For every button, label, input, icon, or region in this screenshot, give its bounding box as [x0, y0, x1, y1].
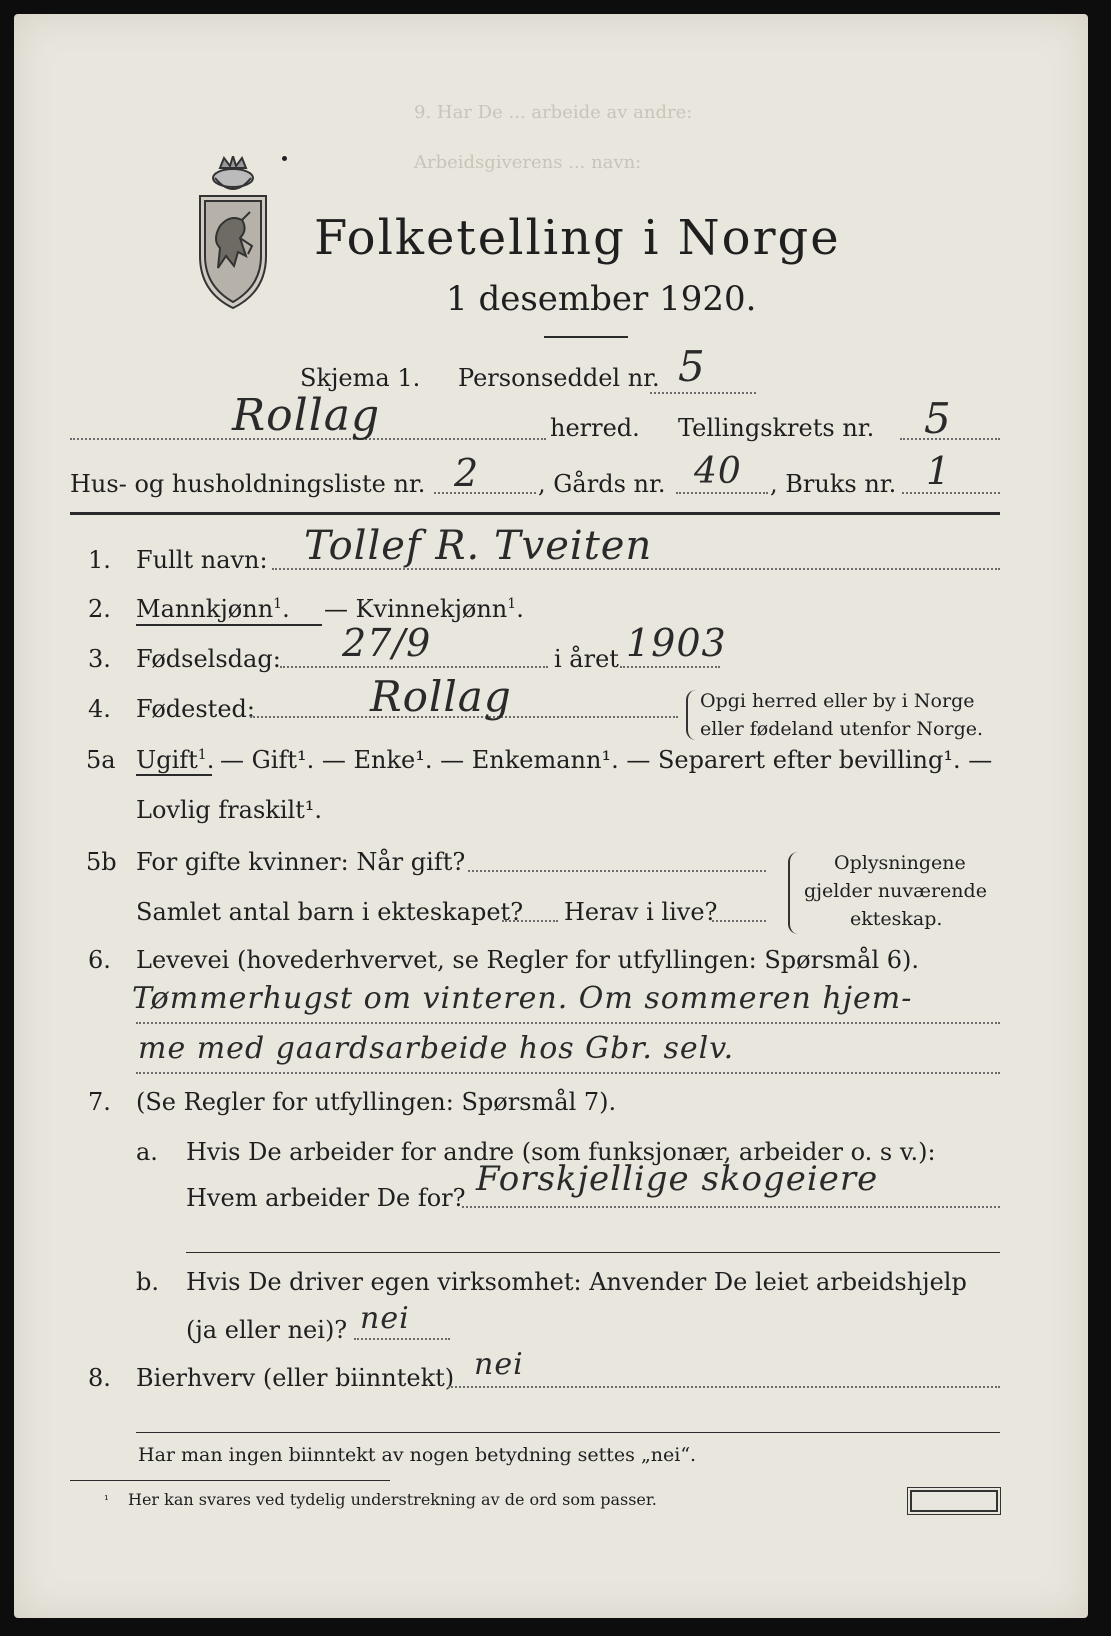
q4-label: Fødested:: [136, 695, 255, 723]
title-divider: [544, 336, 628, 338]
q7b-line: [354, 1338, 450, 1340]
q5b-note-2: gjelder nuværende: [804, 880, 987, 902]
q5b-number: 5b: [86, 848, 117, 876]
herred-label: herred.: [550, 414, 640, 442]
personseddel-value: 5: [678, 342, 706, 391]
q7a-label-2: Hvem arbeider De for?: [186, 1184, 466, 1212]
q7a-line-1: [462, 1206, 1000, 1208]
q7b-hired-help-value: nei: [360, 1301, 410, 1336]
herred-value: Rollag: [232, 390, 381, 441]
q8-side-income-value: nei: [474, 1347, 524, 1382]
q3-year-value: 1903: [626, 621, 727, 665]
q2-male-underline: [136, 624, 322, 626]
form-title: Folketelling i Norge: [314, 210, 841, 266]
husholdningsliste-line: [434, 492, 536, 494]
q7b-label-1: Hvis De driver egen virksomhet: Anvender De leiet arbeidshjelp: [186, 1268, 967, 1296]
personseddel-line: [650, 392, 756, 394]
q5b-note-3: ekteskap.: [850, 908, 943, 930]
q1-label: Fullt navn:: [136, 546, 268, 574]
q5a-number: 5a: [86, 746, 116, 774]
bleed-through-text-2: Arbeidsgiverens ... navn:: [414, 152, 642, 173]
q4-birthplace-value: Rollag: [370, 672, 512, 721]
q4-note-2: eller fødeland utenfor Norge.: [700, 718, 984, 740]
q6-occupation-value-1: Tømmerhugst om vinteren. Om sommeren hjem-: [132, 981, 913, 1016]
q6-occupation-value-2: me med gaardsarbeide hos Gbr. selv.: [138, 1031, 735, 1066]
header-separator: [70, 512, 1000, 515]
q8-line-2: [136, 1432, 1000, 1433]
tellingskrets-label: Tellingskrets nr.: [678, 414, 875, 442]
q5a-lovlig-fraskilt: Lovlig fraskilt¹.: [136, 796, 323, 824]
norwegian-coat-of-arms-icon: [190, 156, 276, 310]
q2-number: 2.: [88, 595, 111, 623]
q7a-label-1: Hvis De arbeider for andre (som funksjonær, arbeider o. s v.):: [186, 1138, 936, 1166]
footnote-divider: [70, 1480, 390, 1481]
q8-line-1: [448, 1386, 1000, 1388]
q5b-brace: [788, 852, 798, 934]
q5b-when-married-label: For gifte kvinner: Når gift?: [136, 848, 466, 876]
q5b-when-married-line: [468, 870, 766, 872]
bruks-value: 1: [926, 449, 952, 493]
tellingskrets-value: 5: [924, 394, 952, 443]
husholdningsliste-value: 2: [454, 451, 480, 495]
q5a-other-options: — Gift¹. — Enke¹. — Enkemann¹. — Separert efter bevilling¹. —: [220, 746, 993, 774]
q4-brace: [686, 690, 696, 740]
q6-line-1: [136, 1022, 1000, 1024]
q7-label: (Se Regler for utfyllingen: Spørsmål 7).: [136, 1088, 617, 1116]
q3-year-label: i året: [554, 645, 619, 673]
q3-year-line: [620, 666, 720, 668]
q3-birthday-value: 27/9: [342, 621, 432, 665]
bleed-through-text-1: 9. Har De ... arbeide av andre:: [414, 102, 693, 123]
q3-day-line: [280, 666, 548, 668]
gards-label: , Gårds nr.: [538, 470, 666, 498]
bruks-line: [902, 492, 1000, 494]
footnote-mark: ¹: [104, 1493, 109, 1507]
q4-number: 4.: [88, 695, 111, 723]
bruks-label: , Bruks nr.: [770, 470, 897, 498]
q3-number: 3.: [88, 645, 111, 673]
q6-label: Levevei (hovederhvervet, se Regler for utfyllingen: Spørsmål 6).: [136, 946, 920, 974]
census-form-sheet: [14, 14, 1088, 1618]
q3-label: Fødselsdag:: [136, 645, 281, 673]
gards-line: [676, 492, 768, 494]
footnote-text: Her kan svares ved tydelig understrekning av de ord som passer.: [128, 1490, 657, 1509]
biinntekt-note: Har man ingen biinntekt av nogen betydning settes „nei“.: [138, 1444, 697, 1466]
q1-full-name-value: Tollef R. Tveiten: [304, 523, 653, 569]
husholdningsliste-label: Hus- og husholdningsliste nr.: [70, 470, 426, 498]
printer-stamp: [910, 1490, 998, 1512]
q7a-employer-value: Forskjellige skogeiere: [476, 1159, 879, 1199]
personseddel-label: Personseddel nr.: [458, 364, 660, 392]
q7b-letter: b.: [136, 1268, 159, 1296]
q5b-alive-line: [712, 920, 766, 922]
q2-female-option: — Kvinnekjønn$^1$.: [324, 595, 524, 623]
q5b-note-1: Oplysningene: [834, 852, 966, 874]
q5a-ugift-underline: [136, 774, 212, 776]
gards-value: 40: [694, 451, 742, 492]
census-date: 1 desember 1920.: [446, 279, 757, 319]
q7-number: 7.: [88, 1088, 111, 1116]
q8-number: 8.: [88, 1364, 111, 1392]
q5b-children-line: [502, 920, 558, 922]
q5a-ugift-option: Ugift$^1$.: [136, 746, 215, 774]
q2-male-option: Mannkjønn$^1$.: [136, 595, 290, 623]
q6-number: 6.: [88, 946, 111, 974]
q7b-label-2: (ja eller nei)?: [186, 1316, 348, 1344]
q4-note-1: Opgi herred eller by i Norge: [700, 690, 975, 712]
skjema-label: Skjema 1.: [300, 364, 421, 392]
q6-line-2: [136, 1072, 1000, 1074]
ink-spot: [282, 156, 287, 161]
q7a-letter: a.: [136, 1138, 158, 1166]
q5b-alive-label: Herav i live?: [564, 898, 718, 926]
q1-number: 1.: [88, 546, 111, 574]
q7a-line-2: [186, 1252, 1000, 1253]
q5b-children-label: Samlet antal barn i ekteskapet?: [136, 898, 524, 926]
q8-label: Bierhverv (eller biinntekt): [136, 1364, 455, 1392]
